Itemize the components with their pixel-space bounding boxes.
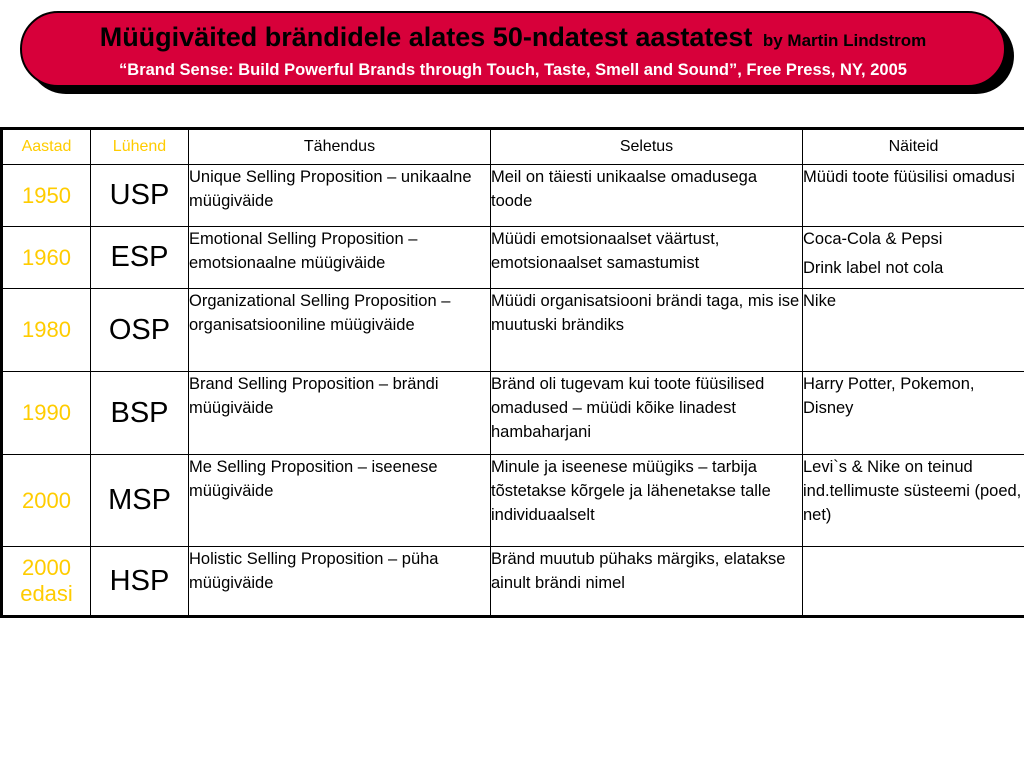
header-years: Aastad bbox=[2, 129, 91, 165]
table-row bbox=[2, 227, 1024, 289]
examples-cell bbox=[803, 372, 1024, 455]
table-row bbox=[2, 372, 1024, 455]
example-item: Nike bbox=[803, 292, 837, 310]
examples-cell bbox=[803, 455, 1024, 547]
examples-cell bbox=[803, 227, 1024, 289]
banner-line1 bbox=[22, 22, 1004, 53]
example-item: Coca-Cola & Pepsi bbox=[803, 230, 943, 248]
year-cell: 1990 bbox=[2, 372, 91, 455]
table-row bbox=[2, 289, 1024, 372]
explanation-cell: Minule ja iseenese müügiks – tarbija tõstetakse kõrgele ja lähenetakse talle individuaalselt bbox=[491, 455, 803, 547]
abbreviation-cell: HSP bbox=[91, 547, 189, 617]
example-item: Harry Potter, Pokemon, Disney bbox=[803, 375, 975, 417]
examples-cell bbox=[803, 165, 1024, 227]
examples-cell bbox=[803, 547, 1024, 617]
abbreviation-cell: ESP bbox=[91, 227, 189, 289]
explanation-cell: Bränd muutub pühaks märgiks, elatakse ainult brändi nimel bbox=[491, 547, 803, 617]
year-cell: 1980 bbox=[2, 289, 91, 372]
meaning-cell: Me Selling Proposition – iseenese müügiväide bbox=[189, 455, 491, 547]
example-item: Levi`s & Nike on teinud ind.tellimuste süsteemi (poed, net) bbox=[803, 458, 1022, 524]
table-row bbox=[2, 547, 1024, 617]
explanation-cell: Müüdi organisatsiooni brändi taga, mis ise muutuski brändiks bbox=[491, 289, 803, 372]
table-header-row bbox=[2, 129, 1024, 165]
header-meaning: Tähendus bbox=[189, 129, 491, 165]
explanation-cell: Müüdi emotsionaalset väärtust, emotsionaalset samastumist bbox=[491, 227, 803, 289]
abbreviation-cell: USP bbox=[91, 165, 189, 227]
meaning-cell: Unique Selling Proposition – unikaalne müügiväide bbox=[189, 165, 491, 227]
year-cell: 1950 bbox=[2, 165, 91, 227]
selling-propositions-table bbox=[0, 127, 1024, 618]
header-explanation: Seletus bbox=[491, 129, 803, 165]
table-row bbox=[2, 455, 1024, 547]
title-banner bbox=[20, 11, 1006, 87]
year-cell: 2000 bbox=[2, 455, 91, 547]
year-cell: 1960 bbox=[2, 227, 91, 289]
table-row bbox=[2, 165, 1024, 227]
meaning-cell: Emotional Selling Proposition – emotsionaalne müügiväide bbox=[189, 227, 491, 289]
examples-cell bbox=[803, 289, 1024, 372]
source-citation: “Brand Sense: Build Powerful Brands through Touch, Taste, Smell and Sound”, Free Press, NY, 2005 bbox=[119, 61, 907, 79]
abbreviation-cell: BSP bbox=[91, 372, 189, 455]
author: by Martin Lindstrom bbox=[762, 31, 927, 50]
abbreviation-cell: OSP bbox=[91, 289, 189, 372]
page-title: Müügiväited brändidele alates 50-ndatest aastatest bbox=[99, 22, 753, 52]
example-item: Drink label not cola bbox=[803, 259, 944, 277]
meaning-cell: Brand Selling Proposition – brändi müügiväide bbox=[189, 372, 491, 455]
abbreviation-cell: MSP bbox=[91, 455, 189, 547]
header-abbreviation: Lühend bbox=[91, 129, 189, 165]
example-item: Müüdi toote füüsilisi omadusi bbox=[803, 168, 1015, 186]
header-examples: Näiteid bbox=[803, 129, 1024, 165]
explanation-cell: Bränd oli tugevam kui toote füüsilised omadused – müüdi kõike linadest hambaharjani bbox=[491, 372, 803, 455]
explanation-cell: Meil on täiesti unikaalse omadusega toode bbox=[491, 165, 803, 227]
meaning-cell: Organizational Selling Proposition – organisatsiooniline müügiväide bbox=[189, 289, 491, 372]
meaning-cell: Holistic Selling Proposition – püha müügiväide bbox=[189, 547, 491, 617]
year-cell: 2000 edasi bbox=[2, 547, 91, 617]
